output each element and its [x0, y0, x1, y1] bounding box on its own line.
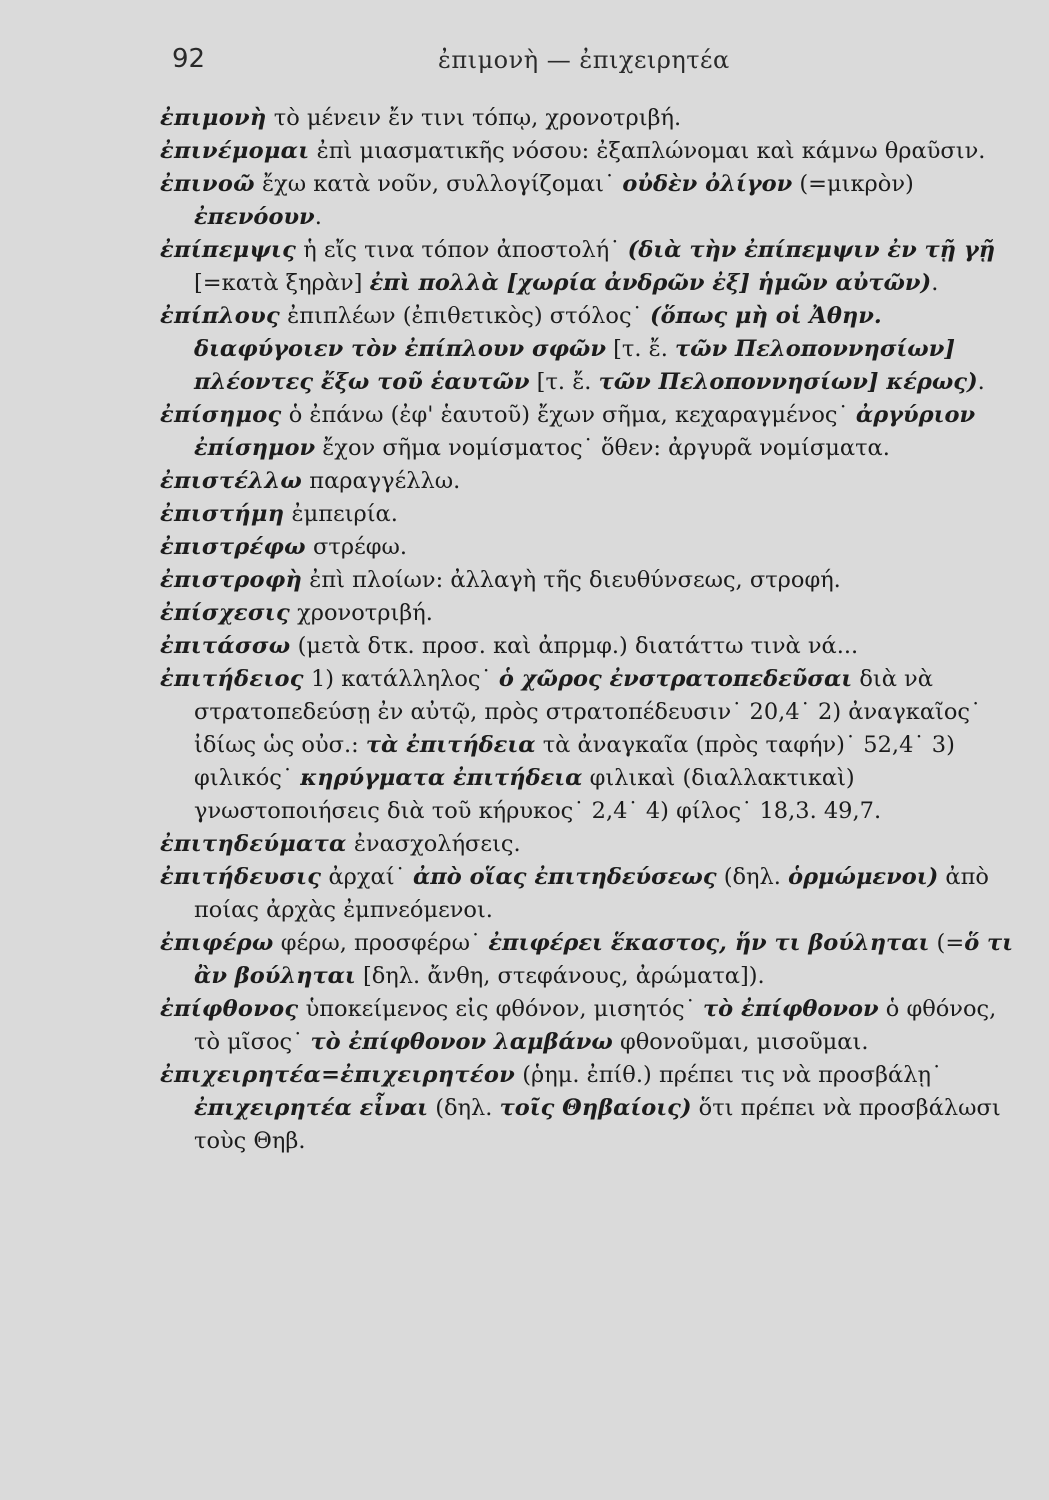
example-phrase: οὐδὲν ὀλίγον [622, 171, 793, 197]
definition: 1) κατάλληλος˙ [303, 666, 499, 692]
example-phrase: ὅ τι ἂν βούληται [194, 930, 1014, 989]
entry-episteme [160, 498, 1022, 531]
example-phrase: ὁρμώμενοι) [788, 864, 939, 890]
entry-epiphero [160, 927, 1022, 993]
definition: . [931, 270, 939, 296]
entry-epischesis [160, 597, 1022, 630]
entry-episemos [160, 399, 1022, 465]
headword: ἐπίσχεσις [160, 600, 290, 626]
headword: ἐπιτήδευσις [160, 864, 322, 890]
definition: (μετὰ δτκ. προσ. καὶ ἀπρμφ.) διατάττω τινὰ νά... [290, 633, 859, 659]
entry-epinoo [160, 168, 1022, 234]
entry-epitedeusis [160, 861, 1022, 927]
headword: ἐπιφέρω [160, 930, 274, 956]
definition: στρέφω. [305, 534, 407, 560]
headword: ἐπιστροφὴ [160, 567, 303, 593]
headword: ἐπιστρέφω [160, 534, 306, 560]
running-title: ἐπιμονὴ — ἐπιχειρητέα [438, 46, 730, 74]
definition: [=κατὰ ξηρὰν] [194, 270, 370, 296]
headword: ἐπινέμομαι [160, 138, 310, 164]
example-phrase: ἐπιχειρητέα εἶναι [194, 1095, 429, 1121]
definition: ἐπὶ μιασματικῆς νόσου: ἐξαπλώνομαι καὶ κάμνω θραῦσιν. [309, 138, 986, 164]
definition: ἀπὸ ποίας ἀρχὰς ἐμπνεόμενοι. [194, 864, 989, 923]
definition: παραγγέλλω. [302, 468, 461, 494]
headword: ἐπιστέλλω [160, 468, 303, 494]
definition: ἐπιπλέων (ἐπιθετικὸς) στόλος˙ [280, 303, 650, 329]
entry-epitedeios [160, 663, 1022, 828]
example-phrase: τὰ ἐπιτήδεια [365, 732, 536, 758]
headword: ἐπίσημος [160, 402, 282, 428]
entry-epistrophe [160, 564, 1022, 597]
definition: ἡ εἴς τινα τόπον ἀποστολή˙ [296, 237, 628, 263]
definition: [τ. ἔ. [529, 369, 599, 395]
entry-epinemomai [160, 135, 1022, 168]
example-phrase: τῶν Πελοποννησίων] κέρως) [598, 369, 978, 395]
definition: ἐμπειρία. [284, 501, 398, 527]
entry-epimone [160, 102, 1022, 135]
definition: χρονοτριβή. [289, 600, 433, 626]
example-phrase: τὸ ἐπίφθονον λαμβάνω [310, 1029, 613, 1055]
definition: τὰ ἀναγκαῖα (πρὸς ταφήν)˙ 52,4˙ 3) φιλικός˙ [194, 732, 955, 791]
definition: (δηλ. [716, 864, 789, 890]
definition: ὑποκείμενος εἰς φθόνον, μισητός˙ [298, 996, 703, 1022]
definition: ἀρχαί˙ [321, 864, 413, 890]
example-phrase: ὁ χῶρος ἐνστρατοπεδεῦσαι [498, 666, 853, 692]
entry-epistello [160, 465, 1022, 498]
entry-epitasso [160, 630, 1022, 663]
headword: ἐπιτάσσω [160, 633, 291, 659]
example-phrase: κηρύγματα ἐπιτήδεια [300, 765, 583, 791]
definition: ὅτι πρέπει νὰ προσβάλωσι τοὺς Θηβ. [194, 1095, 1001, 1154]
headword: ἐπινοῶ [160, 171, 255, 197]
entry-epiphthonos [160, 993, 1022, 1059]
definition: . [977, 369, 985, 395]
example-phrase: ἐπενόουν [194, 204, 315, 230]
definition: [δηλ. ἄνθη, στεφάνους, ἀρώματα]). [355, 963, 765, 989]
headword: ἐπιτήδειος [160, 666, 304, 692]
example-phrase: ἐπὶ πολλὰ [χωρία ἀνδρῶν ἐξ] ἡμῶν αὐτῶν) [369, 270, 932, 296]
entry-epiplous [160, 300, 1022, 399]
example-phrase: τοῖς Θηβαίοις) [499, 1095, 692, 1121]
entry-epicheiretea [160, 1059, 1022, 1158]
definition: ἔχω κατὰ νοῦν, συλλογίζομαι˙ [254, 171, 623, 197]
headword: ἐπιμονὴ [160, 105, 267, 131]
definition: φέρω, προσφέρω˙ [273, 930, 489, 956]
definition: (= [929, 930, 965, 956]
definition: ἐνασχολήσεις. [346, 831, 521, 857]
headword: ἐπιχειρητέα=ἐπιχειρητέον [160, 1062, 516, 1088]
example-phrase: (διὰ τὴν ἐπίπεμψιν ἐν τῇ γῇ [627, 237, 996, 263]
example-phrase: τὸ ἐπίφθονον [702, 996, 879, 1022]
definition: ἔχον σῆμα νομίσματος˙ ὅθεν: ἀργυρᾶ νομίσματα. [315, 435, 890, 461]
definition: φιλικαὶ (διαλλακτικαὶ) γνωστοποιήσεις διὰ τοῦ κήρυκος˙ 2,4˙ 4) φίλος˙ 18,3. 49,7. [194, 765, 882, 824]
headword: ἐπιτηδεύματα [160, 831, 347, 857]
definition: . [314, 204, 322, 230]
definition: (=μικρὸν) [792, 171, 914, 197]
entry-epipempsis [160, 234, 1022, 300]
entry-epitedeumata [160, 828, 1022, 861]
definition: [τ. ἔ. [605, 336, 676, 362]
example-phrase: ἐπιφέρει ἕκαστος, ἥν τι βούληται [488, 930, 930, 956]
definition: ἐπὶ πλοίων: ἀλλαγὴ τῆς διευθύνσεως, στροφή. [302, 567, 841, 593]
definition: τὸ μένειν ἔν τινι τόπῳ, χρονοτριβή. [266, 105, 682, 131]
definition: (ῥημ. ἐπίθ.) πρέπει τις νὰ προσβάλῃ˙ [515, 1062, 943, 1088]
page-number: 92 [172, 44, 206, 74]
headword: ἐπίπλους [160, 303, 280, 329]
definition: ὁ ἐπάνω (ἐφ' ἑαυτοῦ) ἔχων σῆμα, κεχαραγμένος˙ [281, 402, 856, 428]
page-header [168, 44, 1028, 84]
example-phrase: τῶν Πελοποννησίων] πλέοντες ἔξω τοῦ ἑαυτῶν [194, 336, 955, 395]
headword: ἐπίφθονος [160, 996, 299, 1022]
example-phrase: (ὅπως μὴ οἱ Ἀθην. διαφύγοιεν τὸν ἐπίπλουν σφῶν [194, 303, 882, 362]
definition: (δηλ. [428, 1095, 500, 1121]
entry-list [160, 102, 1022, 1158]
example-phrase: ἀπὸ οἵας ἐπιτηδεύσεως [412, 864, 717, 890]
example-phrase: ἀργύριον ἐπίσημον [194, 402, 976, 461]
headword: ἐπιστήμη [160, 501, 285, 527]
entry-epistrepho [160, 531, 1022, 564]
headword: ἐπίπεμψις [160, 237, 297, 263]
definition: ὁ φθόνος, τὸ μῖσος˙ [194, 996, 997, 1055]
definition: φθονοῦμαι, μισοῦμαι. [612, 1029, 869, 1055]
definition: διὰ νὰ στρατοπεδεύσῃ ἐν αὐτῷ, πρὸς στρατοπέδευσιν˙ 20,4˙ 2) ἀναγκαῖος˙ ἰδίως ὡς οὐσ.: [194, 666, 982, 758]
